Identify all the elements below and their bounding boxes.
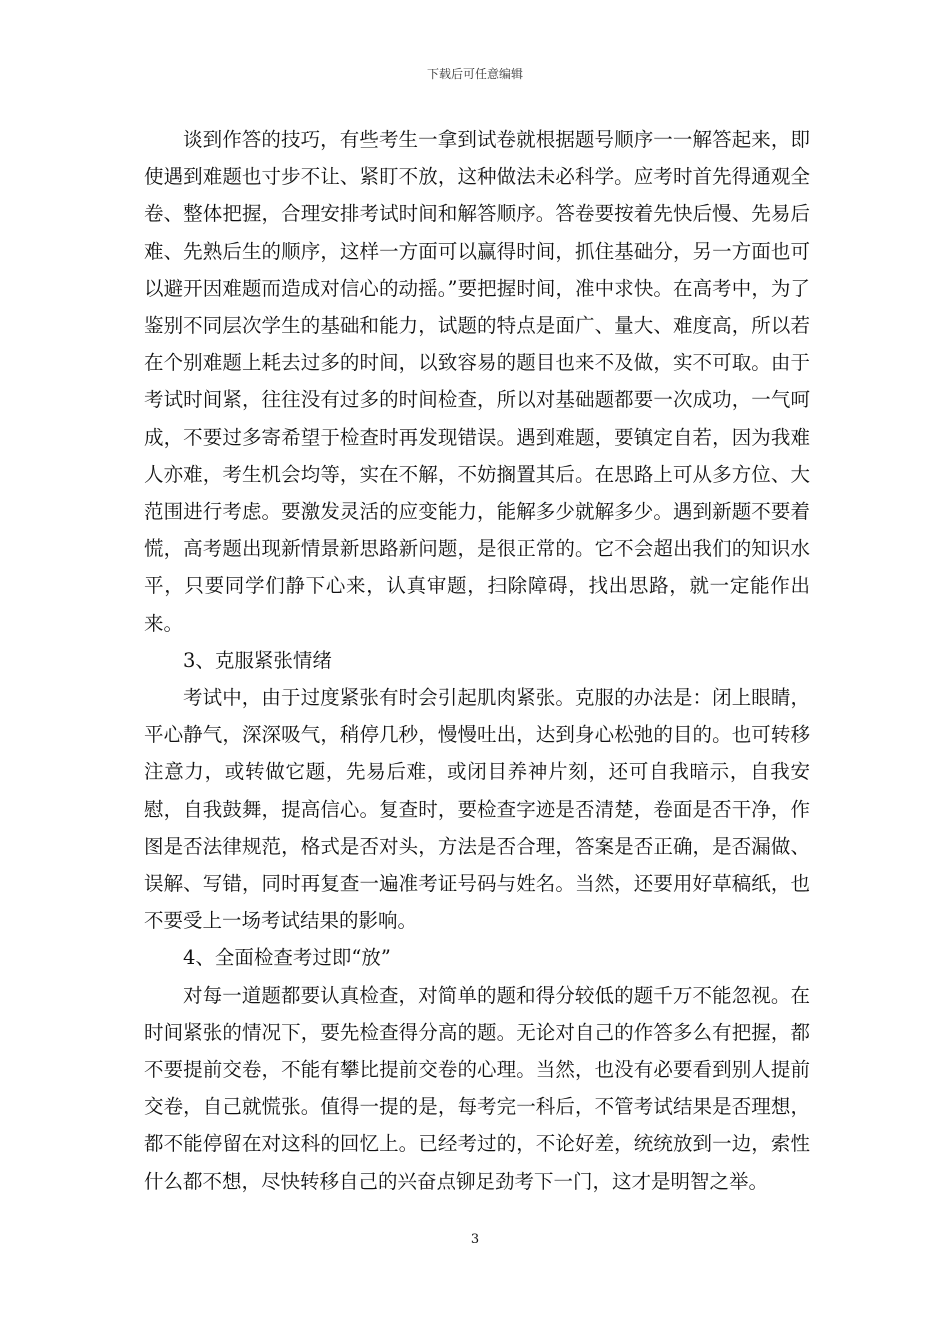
page-header: 下载后可任意编辑 <box>426 67 523 81</box>
section-heading-overcome-nervousness: 3、克服紧张情绪 <box>183 648 332 672</box>
paragraph-full-check: 对每一道题都要认真检查，对简单的题和得分较低的题千万不能忽视。在时间紧张的情况下，要先检查得分高的题。无论对自己的作答多么有把握，都不要提前交卷，不能有攀比提前交卷的心理。当然，也没有必要看到别人提前交卷，自己就慌张。值得一提的是，每考完一科后，不管考试结果是否理想，都不能停留在对这科的回忆上。已经考过的，不论好差，统统放到一边，索性什么都不想，尽快转移自己的兴奋点铆足劲考下一门，这才是明智之举。 <box>144 983 810 1193</box>
page-number: 3 <box>470 1232 480 1247</box>
document-body <box>144 121 810 1200</box>
paragraph-overcome-nervousness: 考试中，由于过度紧张有时会引起肌肉紧张。克服的办法是：闭上眼睛，平心静气，深深吸气，稍停几秒，慢慢吐出，达到身心松弛的目的。也可转移注意力，或转做它题，先易后难，或闭目养神片刻，还可自我暗示，自我安慰，自我鼓舞，提高信心。复查时，要检查字迹是否清楚，卷面是否干净，作图是否法律规范，格式是否对头，方法是否合理，答案是否正确，是否漏做、误解、写错，同时再复查一遍准考证号码与姓名。当然，还要用好草稿纸，也不要受上一场考试结果的影响。 <box>144 686 810 933</box>
paragraph-exam-strategy: 谈到作答的技巧，有些考生一拿到试卷就根据题号顺序一一解答起来，即使遇到难题也寸步不让、紧盯不放，这种做法未必科学。应考时首先得通观全卷、整体把握，合理安排考试时间和解答顺序。答卷要按着先快后慢、先易后难、先熟后生的顺序，这样一方面可以赢得时间，抓住基础分，另一方面也可以避开因难题而造成对信心的动摇。”要把握时间，准中求快。在高考中，为了鉴别不同层次学生的基础和能力，试题的特点是面广、量大、难度高，所以若在个别难题上耗去过多的时间，以致容易的题目也来不及做，实不可取。由于考试时间紧，往往没有过多的时间检查，所以对基础题都要一次成功，一气呵成，不要过多寄希望于检查时再发现错误。遇到难题，要镇定自若，因为我难人亦难，考生机会均等，实在不解，不妨搁置其后。在思路上可从多方位、大范围进行考虑。要激发灵活的应变能力，能解多少就解多少。遇到新题不要着慌，高考题出现新情景新思路新问题，是很正常的。它不会超出我们的知识水平，只要同学们静下心来，认真审题，扫除障碍，找出思路，就一定能作出来。 <box>144 128 810 635</box>
section-heading-full-check: 4、全面检查考过即“放” <box>183 946 391 970</box>
